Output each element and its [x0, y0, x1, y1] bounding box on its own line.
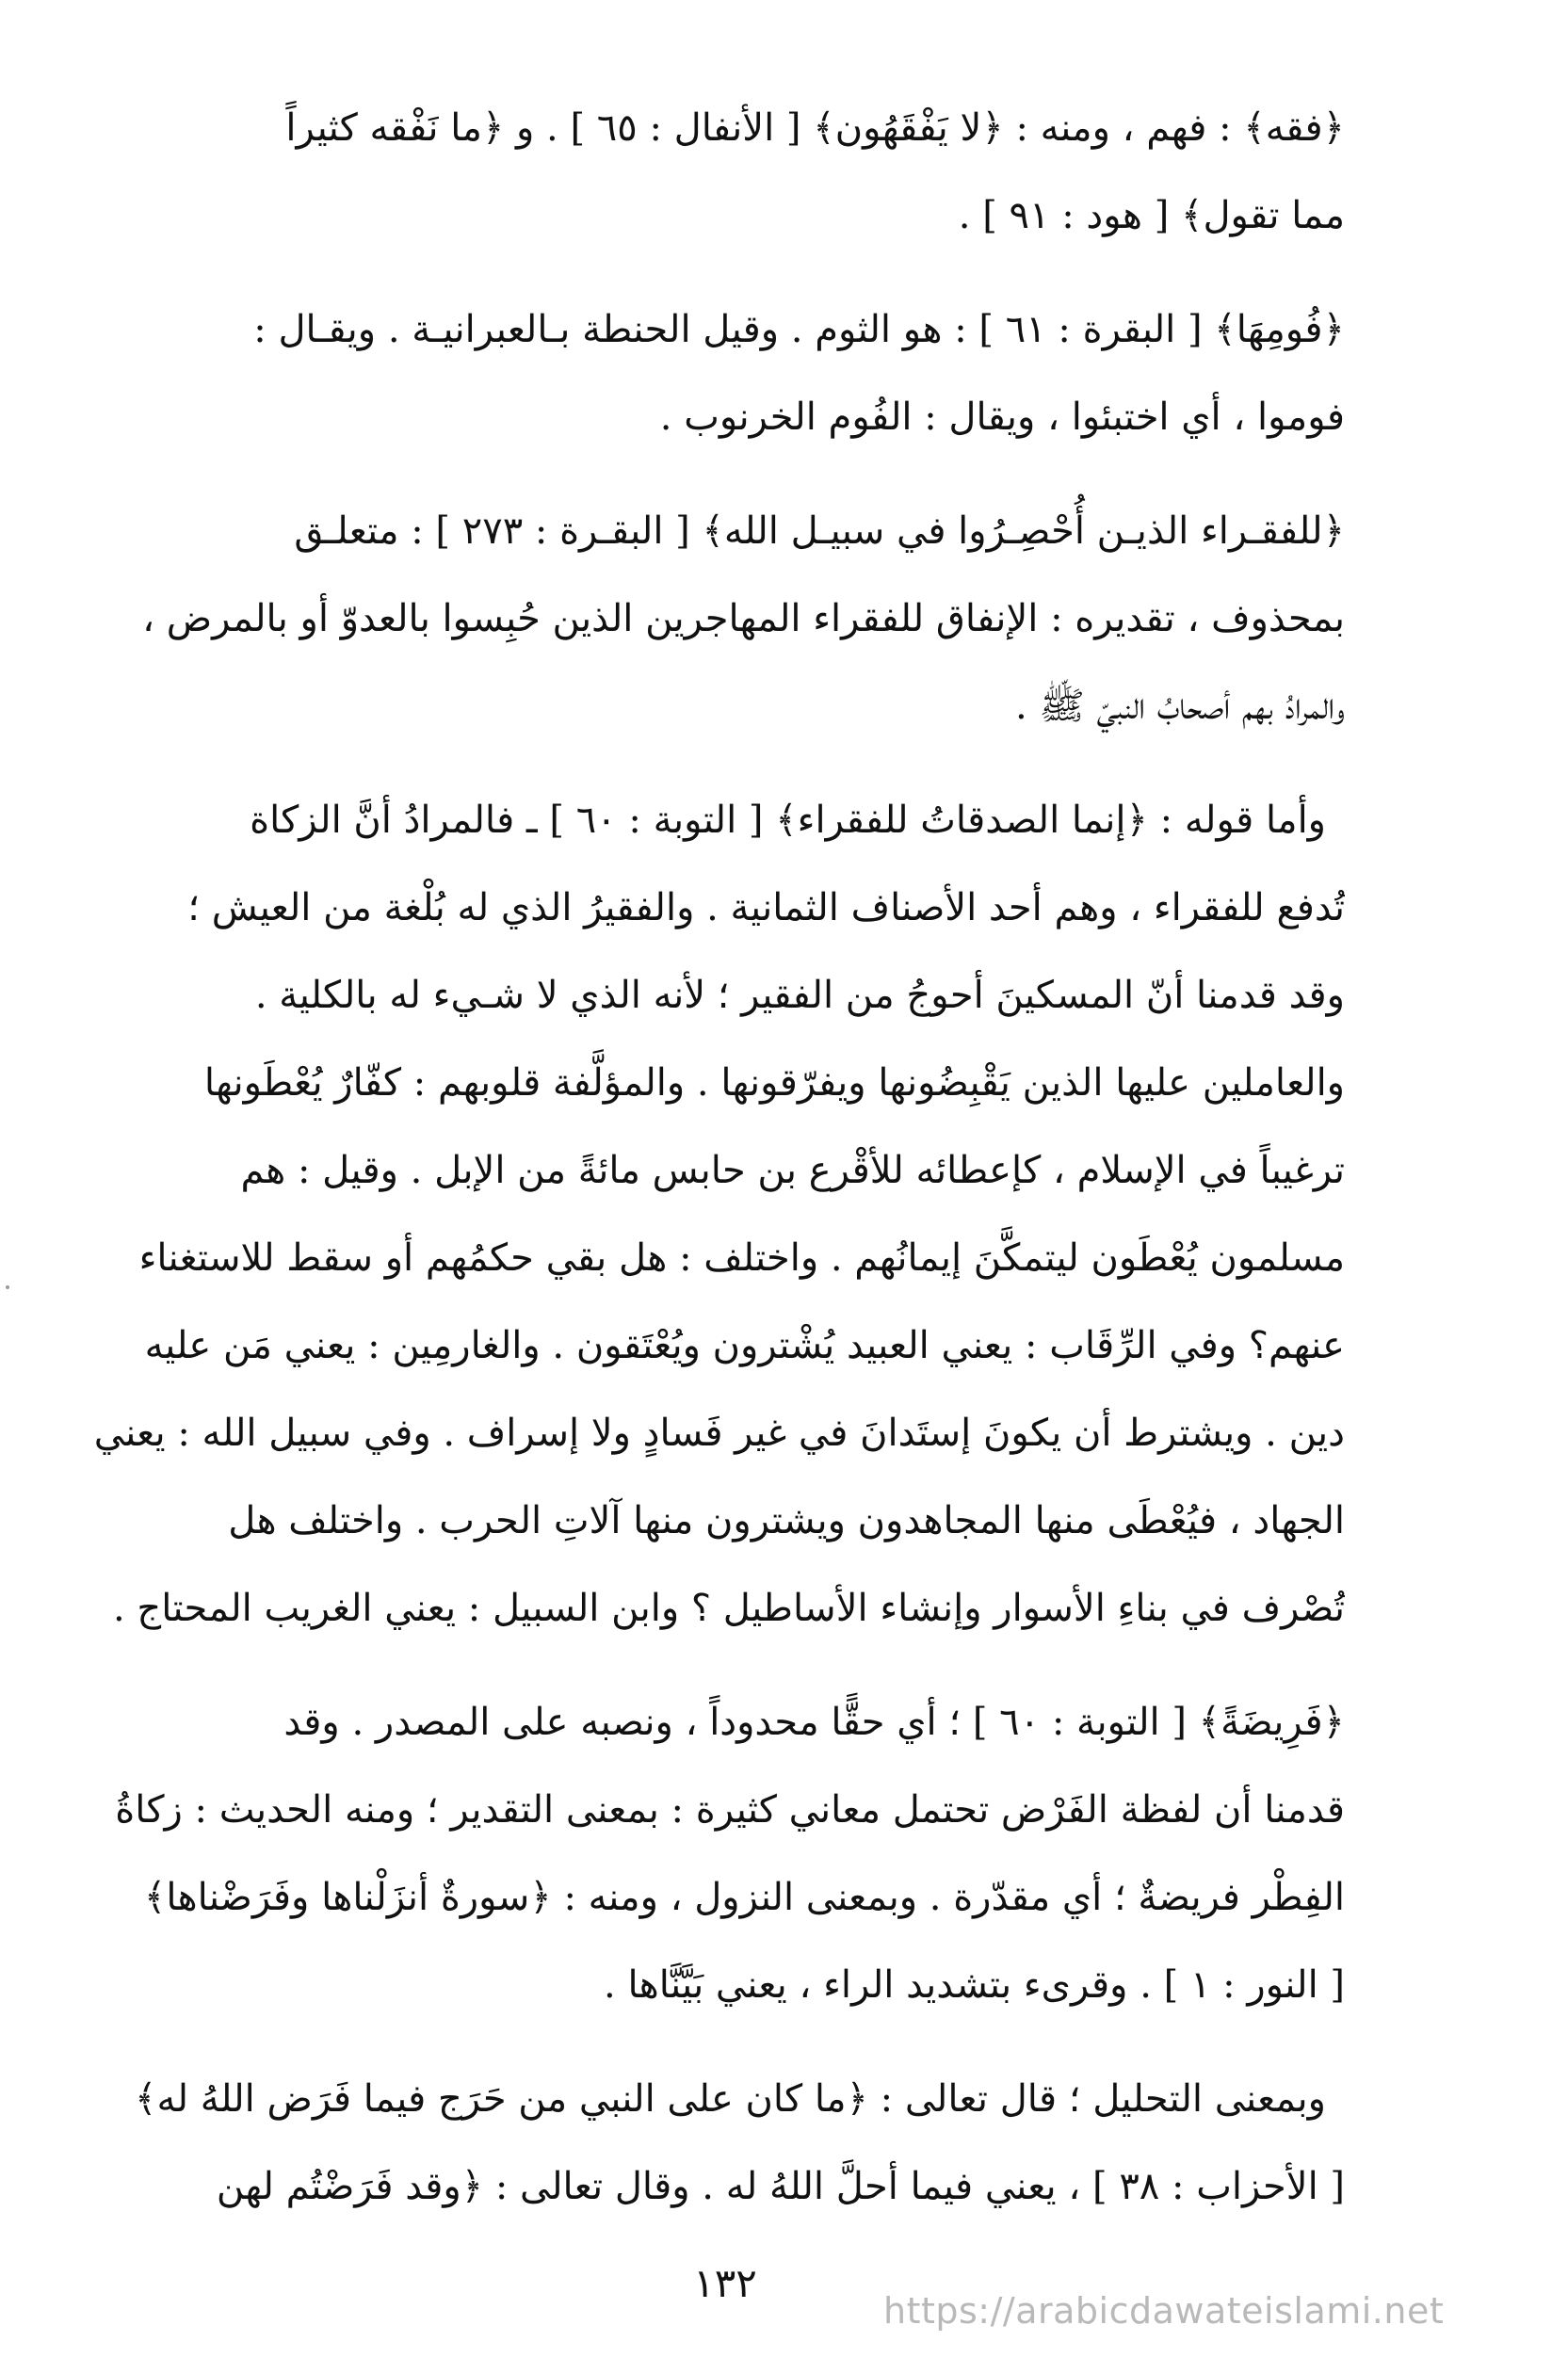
text-line: مما تقول﴾ [ هود : ٩١ ] . — [958, 194, 1345, 237]
text-line: والمرادُ بهم أصحابُ النبيّ ﷺ . — [1015, 685, 1345, 728]
text-line: فوموا ، أي اختبئوا ، ويقال : الفُوم الخرنوب . — [659, 396, 1345, 439]
text-line: وبمعنى التحليل ؛ قال تعالى : ﴿ما كان على النبي من حَرَج فيما فَرَض اللهُ له﴾ — [135, 2077, 1326, 2121]
text-line: والعاملين عليها الذين يَقْبِضُونها ويفرّقونها . والمؤلَّفة قلوبهم : كفّارٌ يُعْطَونها — [203, 1061, 1345, 1105]
text-line: ترغيباً في الإسلام ، كإعطائه للأقْرع بن حابس مائةً من الإبل . وقيل : هم — [240, 1149, 1345, 1192]
paragraph-sadaqat — [64, 777, 1345, 1653]
text-line: تُصْرف في بناءِ الأسوار وإنشاء الأساطيل ؟ وابن السبيل : يعني الغريب المحتاج . — [112, 1587, 1345, 1630]
text-line: دين . ويشترط أن يكونَ إستَدانَ في غير فَسادٍ ولا إسراف . وفي سبيل الله : يعني — [93, 1412, 1345, 1455]
text-line: ﴿للفقـراء الذيـن أُحْصِـرُوا في سبيـل الله﴾ [ البقـرة : ٢٧٣ ] : متعلـق — [294, 509, 1345, 553]
page-body — [64, 85, 1345, 2257]
text-line: الجهاد ، فيُعْطَى منها المجاهدون ويشترون منها آلاتِ الحرب . واختلف هل — [228, 1499, 1345, 1542]
text-line: ﴿فقه﴾ : فهم ، ومنه : ﴿لا يَفْقَهُون﴾ [ الأنفال : ٦٥ ] . و ﴿ما نَفْقه كثيراً — [285, 106, 1345, 150]
text-line: [ النور : ١ ] . وقرىء بتشديد الراء ، يعني بَيَّنَّاها . — [604, 1963, 1345, 2007]
watermark-url: https://arabicdawateislami.net — [883, 2290, 1445, 2332]
text-line: مسلمون يُعْطَون ليتمكَّنَ إيمانُهم . واختلف : هل بقي حكمُهم أو سقط للاستغناء — [138, 1236, 1345, 1280]
paragraph-tahlil — [64, 2056, 1345, 2231]
paragraph-fiqh — [64, 85, 1345, 260]
paragraph-fumiha — [64, 286, 1345, 461]
text-line: الفِطْر فريضةٌ ؛ أي مقدّرة . وبمعنى النزول ، ومنه : ﴿سورةٌ أنزَلْناها وفَرَضْناها﴾ — [143, 1876, 1345, 1919]
text-line: وقد قدمنا أنّ المسكينَ أحوجُ من الفقير ؛ لأنه الذي لا شـيء له بالكلية . — [254, 974, 1345, 1017]
text-line: وأما قوله : ﴿إنما الصدقاتُ للفقراء﴾ [ التوبة : ٦٠ ] ـ فالمرادُ أنَّ الزكاة — [250, 799, 1326, 842]
text-line: تُدفع للفقراء ، وهم أحد الأصناف الثمانية . والفقيرُ الذي له بُلْغة من العيش ؛ — [187, 886, 1345, 929]
paragraph-faridah — [64, 1679, 1345, 2029]
text-line: بمحذوف ، تقديره : الإنفاق للفقراء المهاجرين الذين حُبِسوا بالعدوّ أو بالمرض ، — [142, 597, 1345, 640]
text-line: ﴿فَرِيضَةً﴾ [ التوبة : ٦٠ ] ؛ أي حقًّا محدوداً ، ونصبه على المصدر . وقد — [283, 1701, 1345, 1744]
text-line: قدمنا أن لفظة الفَرْض تحتمل معاني كثيرة : بمعنى التقدير ؛ ومنه الحديث : زكاةُ — [115, 1788, 1345, 1832]
paragraph-lilfuqara — [64, 488, 1345, 751]
text-line: عنهم؟ وفي الرِّقَاب : يعني العبيد يُشْترون ويُعْتَقون . والغارمِين : يعني مَن عليه — [144, 1324, 1345, 1367]
page-number: ١٣٢ — [693, 2260, 757, 2306]
text-line: [ الأحزاب : ٣٨ ] ، يعني فيما أحلَّ اللهُ له . وقال تعالى : ﴿وقد فَرَضْتُم لهن — [216, 2165, 1345, 2208]
text-line: ﴿فُومِهَا﴾ [ البقرة : ٦١ ] : هو الثوم . وقيل الحنطة بـالعبرانيـة . ويقـال : — [253, 308, 1345, 351]
margin-mark — [6, 1285, 9, 1289]
